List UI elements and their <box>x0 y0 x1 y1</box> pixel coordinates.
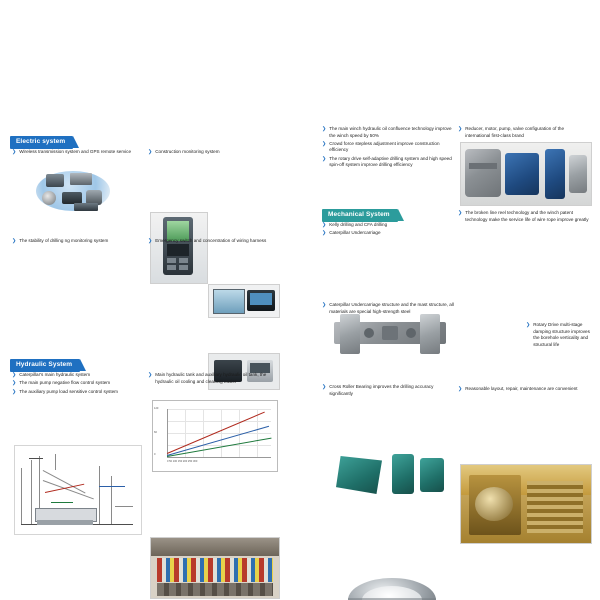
monitoring-display-units-photo <box>150 212 208 284</box>
wiring-harness-photo <box>150 537 280 599</box>
electric-system-chip: Electric system <box>10 136 73 150</box>
arrow-icon: ❯ <box>322 140 327 147</box>
arrow-icon: ❯ <box>12 238 17 244</box>
wireless-gps-devices-photo <box>14 165 132 217</box>
hydraulic-system-chip: Hydraulic System <box>10 359 80 373</box>
caption-stability-monitoring: ❯ The stability of drilling ng monitoring system <box>12 238 109 244</box>
arrow-icon: ❯ <box>322 230 327 237</box>
arrow-icon: ❯ <box>458 386 463 392</box>
arrow-icon: ❯ <box>458 210 463 216</box>
caption-reasonable-layout: ❯ Reasonable layout, repair, maintenance are convenient <box>458 386 578 392</box>
caption-cross-roller-bearing: ❯ Cross Roller Bearing improves the drilling accuracy significantly <box>322 384 434 396</box>
arrow-icon: ❯ <box>322 222 327 228</box>
arrow-icon: ❯ <box>148 238 153 244</box>
special-steel-parts-photo <box>330 450 450 498</box>
caption-undercarriage-structure: ❯ Caterpillar Undercarriage structure and the mast structure, all materials are special high-strength steel <box>322 302 454 314</box>
arrow-icon: ❯ <box>148 372 153 378</box>
caption-rotary-drive: ❯ Rotary Drive multi-stage damping structure improves the borehole verticality and structural life <box>526 322 590 347</box>
section-title-electric-system <box>10 130 73 149</box>
arrow-icon: ❯ <box>458 126 463 132</box>
left-panel <box>10 110 290 571</box>
reducer-motor-pump-valve-photo <box>460 142 592 206</box>
arrow-icon: ❯ <box>322 126 327 132</box>
caption-emergency-switch: ❯ Emergency switch and concentration of wiring harness <box>148 238 267 244</box>
section-title-hydraulic-system <box>10 353 80 372</box>
winch-reel-photo <box>460 464 592 544</box>
monitor-screen-photo <box>208 284 280 318</box>
mechanical-bullet-list: ❯ Kelly drilling and CFA drilling ❯ Caterpillar Undercarriage <box>322 222 388 237</box>
arrow-icon: ❯ <box>12 149 17 155</box>
caption-broken-line-reel: ❯ The broken line reel technology and the winch patent technology make the service life of wire rope improve greatly <box>458 210 589 222</box>
cross-roller-bearing-photo <box>334 570 450 600</box>
arrow-icon: ❯ <box>12 380 17 387</box>
caption-construction-monitoring: ❯ Construction monitoring system <box>148 149 220 155</box>
arrow-icon: ❯ <box>12 372 17 378</box>
right-top-bullet-list: ❯ The main winch hydraulic oil confluence technology improve the winch speed by 50% ❯ Crowd force stepless adjustment improve construction efficiency ❯ The rotary drive self-adaptive drilling system and high speed spin-off system improve drilling efficiency <box>322 126 452 168</box>
arrow-icon: ❯ <box>322 384 327 390</box>
rig-stability-cad-drawing <box>14 445 142 535</box>
mechanical-system-chip: Mechanical System <box>322 209 398 223</box>
hydraulic-bullet-list: ❯ Caterpillar's main hydraulic system ❯ The main pump negative flow control system ❯ The auxiliary pump load sensitive control system <box>12 372 119 395</box>
caption-reducer-motor-pump-valve: ❯ Reducer, motor, pump, valve configuration of the international first-class brand <box>458 126 565 138</box>
arrow-icon: ❯ <box>322 302 327 308</box>
arrow-icon: ❯ <box>526 322 531 328</box>
right-panel <box>318 110 593 538</box>
arrow-icon: ❯ <box>322 155 327 162</box>
caption-wireless-gps: ❯ Wireless transmission system and GPS remote service <box>12 149 132 155</box>
performance-line-chart: 120 60 0 0 50 100 150 200 250 300 <box>152 400 278 472</box>
caption-hydraulic-tank: ❯ Main hydraulic tank and auxiliary hydraulic oil tank, the hydraulic oil cooling and cleaning easier <box>148 372 267 384</box>
arrow-icon: ❯ <box>12 388 17 395</box>
arrow-icon: ❯ <box>148 149 153 155</box>
section-title-mechanical-system <box>322 203 398 222</box>
